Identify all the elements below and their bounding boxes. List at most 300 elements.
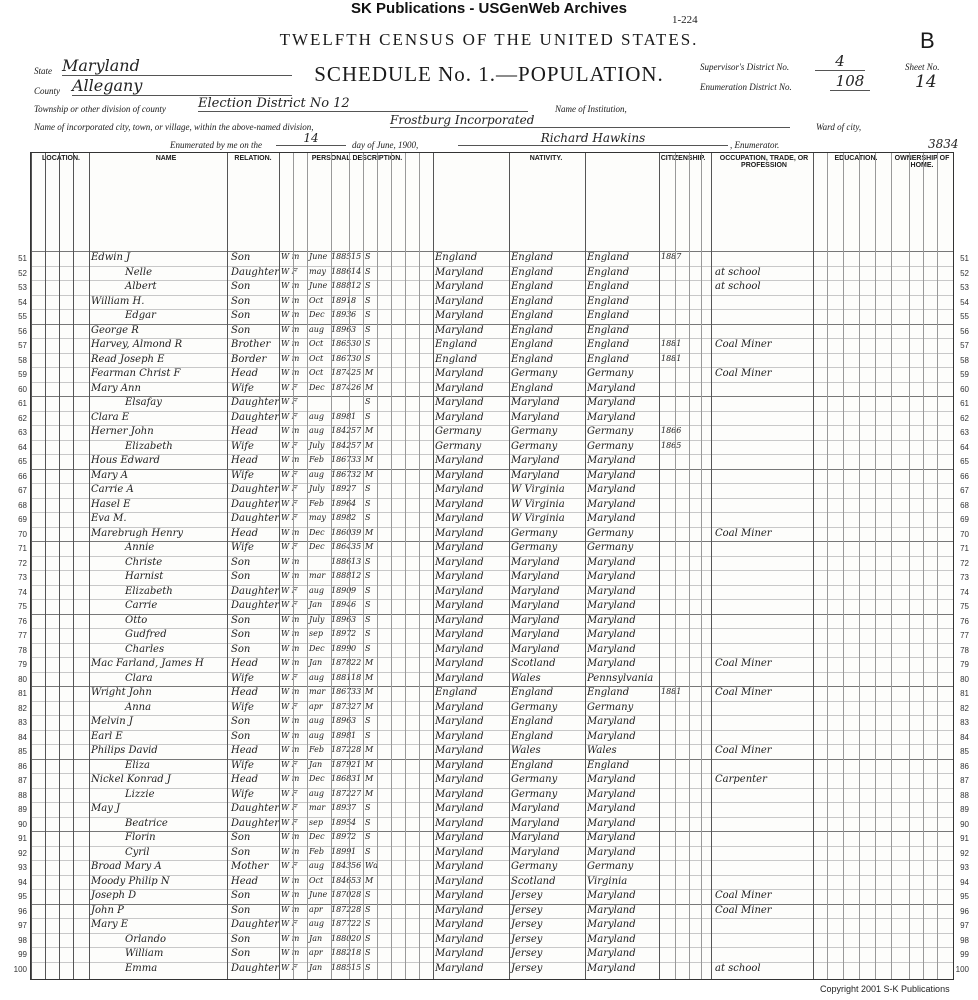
father-birthplace-cell: Germany (511, 368, 558, 379)
birth-month-cell: aug (309, 861, 325, 870)
line-number-right: 80 (960, 674, 969, 684)
county-label: County (34, 86, 60, 96)
sex-race-cell: W m (281, 426, 300, 435)
birthplace-cell: Maryland (435, 861, 484, 872)
line-number-right: 96 (960, 906, 969, 916)
relation-cell: Wife (231, 672, 254, 684)
father-birthplace-cell: England (511, 339, 554, 350)
mother-birthplace-cell: Maryland (587, 484, 636, 495)
line-number-left: 51 (18, 254, 27, 263)
father-birthplace-cell: England (511, 266, 554, 278)
enum-day: 14 (276, 131, 346, 146)
age-cell: 3 (351, 324, 357, 334)
name-cell: Harnist (125, 571, 164, 582)
age-cell: 2 (351, 513, 357, 522)
marital-cell: S (365, 295, 371, 305)
column-rule (419, 153, 420, 979)
sex-race-cell: W m (281, 353, 300, 363)
table-row (18, 440, 969, 455)
line-number-right: 81 (960, 689, 969, 698)
marital-cell: M (365, 875, 374, 885)
line-number-left: 71 (18, 544, 27, 553)
header-citizenship: CITIZENSHIP. (660, 155, 706, 162)
table-row (18, 744, 969, 759)
mother-birthplace-cell: England (587, 353, 630, 365)
relation-cell: Daughter (231, 513, 279, 524)
birth-month-cell: Jan (309, 933, 323, 943)
sex-race-cell: W F (281, 542, 298, 551)
enum-mid: day of June, 1900, (352, 140, 419, 150)
name-cell: Clara E (91, 411, 130, 423)
name-cell: Carrie A (91, 484, 134, 495)
name-cell: Carrie (125, 600, 158, 611)
township-value: Election District No 12 (198, 96, 528, 112)
birth-month-cell: Feb (309, 455, 324, 464)
birth-month-cell: Jan (309, 600, 323, 609)
marital-cell: S (365, 948, 371, 957)
line-number-left: 55 (18, 312, 27, 321)
birth-year-cell: 1860 (331, 527, 352, 537)
birthplace-cell: Maryland (435, 600, 484, 611)
relation-cell: Son (231, 252, 251, 263)
occupation-cell: Coal Miner (715, 527, 772, 539)
birthplace-cell: Maryland (435, 701, 484, 713)
name-cell: Otto (125, 614, 148, 626)
birthplace-cell: Maryland (435, 933, 484, 945)
age-cell: 33 (351, 687, 362, 696)
birth-year-cell: 1897 (331, 832, 352, 841)
name-cell: Mac Farland, James H (91, 658, 204, 669)
immigration-year-cell: 1881 (661, 353, 682, 363)
birth-year-cell: 1878 (331, 658, 352, 667)
line-number-right: 89 (960, 805, 969, 814)
name-cell: May J (91, 803, 121, 814)
birth-year-cell: 1877 (331, 919, 352, 928)
relation-cell: Daughter (231, 803, 279, 814)
relation-cell: Son (231, 281, 251, 292)
table-row (18, 802, 969, 817)
name-cell: Cyril (125, 846, 150, 858)
father-birthplace-cell: Scotland (511, 875, 556, 887)
age-cell: 1 (351, 411, 357, 421)
age-cell: 57 (351, 426, 362, 435)
name-cell: Christe (125, 556, 163, 568)
birthplace-cell: Maryland (435, 527, 484, 539)
sex-race-cell: W m (281, 455, 300, 464)
line-number-right: 52 (960, 268, 969, 278)
marital-cell: S (365, 919, 371, 928)
birth-year-cell: 1891 (331, 295, 352, 305)
name-cell: Herner John (91, 426, 154, 437)
father-birthplace-cell: W Virginia (511, 484, 565, 495)
sex-race-cell: W m (281, 745, 300, 754)
father-birthplace-cell: England (511, 295, 554, 307)
line-number-right: 90 (960, 819, 969, 829)
birthplace-cell: Maryland (435, 875, 484, 887)
name-cell: Elizabeth (125, 585, 173, 597)
birth-month-cell: apr (309, 904, 323, 914)
state-label: State (34, 66, 52, 76)
father-birthplace-cell: Maryland (511, 571, 560, 582)
birth-month-cell: apr (309, 948, 323, 957)
copyright-footer: Copyright 2001 S-K Publications (820, 984, 950, 994)
name-cell: Hous Edward (91, 455, 160, 466)
table-row (18, 309, 969, 324)
sex-race-cell: W F (281, 498, 298, 508)
line-number-left: 87 (18, 776, 27, 785)
table-row (18, 918, 969, 933)
marital-cell: S (365, 817, 371, 827)
marital-cell: S (365, 339, 371, 348)
place-label: Name of incorporated city, town, or village, within the above-named division, (34, 122, 314, 132)
occupation-cell: Coal Miner (715, 339, 772, 350)
age-cell: 18 (351, 948, 362, 957)
father-birthplace-cell: W Virginia (511, 498, 565, 510)
father-birthplace-cell: W Virginia (511, 513, 565, 524)
marital-cell: M (365, 440, 374, 450)
birthplace-cell: England (435, 252, 478, 263)
sex-race-cell: W m (281, 643, 300, 653)
line-number-right: 73 (960, 573, 969, 582)
father-birthplace-cell: England (511, 353, 554, 365)
line-number-left: 66 (18, 471, 27, 481)
table-row (18, 411, 969, 426)
birth-month-cell: aug (309, 716, 325, 725)
sex-race-cell: W m (281, 324, 300, 334)
birth-year-cell: 1868 (331, 774, 352, 783)
table-row (18, 483, 969, 498)
father-birthplace-cell: England (511, 730, 554, 742)
father-birthplace-cell: Jersey (511, 919, 543, 930)
name-cell: Fearman Christ F (91, 368, 181, 379)
birthplace-cell: Maryland (435, 817, 484, 829)
relation-cell: Daughter (231, 919, 279, 930)
age-cell: 12 (351, 571, 362, 580)
marital-cell: S (365, 252, 371, 261)
line-number-left: 70 (18, 529, 27, 539)
birth-month-cell: Dec (309, 643, 325, 653)
father-birthplace-cell: Maryland (511, 455, 560, 466)
name-cell: Gudfred (125, 629, 167, 640)
birthplace-cell: Maryland (435, 585, 484, 597)
name-cell: Charles (125, 643, 165, 655)
birthplace-cell: Maryland (435, 962, 484, 974)
birth-month-cell: mar (309, 803, 326, 812)
birth-month-cell: June (309, 890, 328, 899)
birth-month-cell: aug (309, 730, 325, 740)
sheet-value: 14 (915, 72, 937, 92)
mother-birthplace-cell: Maryland (587, 411, 636, 423)
line-number-left: 63 (18, 428, 27, 437)
age-cell: 6 (351, 310, 357, 319)
table-row (18, 541, 969, 556)
birthplace-cell: Maryland (435, 556, 484, 568)
age-cell: 22 (351, 919, 362, 928)
birth-year-cell: 1879 (331, 759, 352, 769)
age-cell: 0 (351, 643, 357, 653)
mother-birthplace-cell: Maryland (587, 513, 636, 524)
sex-race-cell: W F (281, 382, 298, 392)
line-number-right: 71 (960, 544, 969, 553)
birthplace-cell: Maryland (435, 919, 484, 930)
mother-birthplace-cell: Maryland (587, 585, 636, 597)
line-number-right: 77 (960, 631, 969, 640)
birth-year-cell: 1880 (331, 933, 352, 943)
name-cell: Annie (125, 542, 155, 553)
line-number-right: 93 (960, 863, 969, 872)
father-birthplace-cell: Jersey (511, 904, 543, 916)
birth-month-cell: Feb (309, 745, 324, 754)
birth-year-cell: 1898 (331, 513, 352, 522)
birthplace-cell: Maryland (435, 832, 484, 843)
name-cell: Eva M. (91, 513, 127, 524)
birth-year-cell: 1898 (331, 730, 352, 740)
birth-year-cell: 1893 (331, 310, 352, 319)
birthplace-cell: Maryland (435, 397, 484, 408)
birthplace-cell: Maryland (435, 730, 484, 742)
birthplace-cell: Maryland (435, 890, 484, 901)
line-number-left: 72 (18, 558, 27, 568)
column-rule (331, 153, 332, 979)
birth-month-cell: Feb (309, 498, 324, 508)
table-row (18, 585, 969, 600)
sex-race-cell: W m (281, 310, 300, 319)
birth-year-cell: 1897 (331, 629, 352, 638)
birth-year-cell: 1885 (331, 962, 352, 972)
birth-year-cell: 1867 (331, 687, 352, 696)
name-cell: Hasel E (91, 498, 131, 510)
line-number-left: 93 (18, 863, 27, 872)
father-birthplace-cell: England (511, 716, 554, 727)
mother-birthplace-cell: Maryland (587, 890, 636, 901)
birth-month-cell: aug (309, 672, 325, 682)
mother-birthplace-cell: Pennsylvania (587, 672, 654, 684)
birthplace-cell: Maryland (435, 281, 484, 292)
sex-race-cell: W F (281, 266, 298, 276)
table-row (18, 367, 969, 382)
sex-race-cell: W m (281, 890, 300, 899)
name-cell: Elizabeth (125, 440, 173, 452)
enumerator-name: Richard Hawkins (458, 131, 728, 146)
table-row (18, 831, 969, 846)
name-cell: Edgar (125, 310, 156, 321)
sex-race-cell: W m (281, 571, 300, 580)
column-rule (307, 153, 308, 979)
birthplace-cell: England (435, 353, 478, 365)
name-cell: Broad Mary A (91, 861, 162, 872)
name-cell: Elsafay (125, 397, 162, 408)
marital-cell: S (365, 803, 371, 812)
marital-cell: M (365, 527, 374, 537)
mother-birthplace-cell: Germany (587, 701, 634, 713)
line-number-right: 67 (960, 486, 969, 495)
table-row (18, 773, 969, 788)
table-row (18, 353, 969, 368)
age-cell: 28 (351, 904, 362, 914)
mother-birthplace-cell: Germany (587, 542, 634, 553)
birth-month-cell: Oct (309, 368, 324, 377)
marital-cell: M (365, 382, 374, 392)
name-cell: Beatrice (125, 817, 168, 829)
age-cell: 26 (351, 382, 362, 392)
age-cell: 27 (351, 788, 362, 798)
birth-year-cell: 1895 (331, 817, 352, 827)
table-row (18, 382, 969, 397)
birth-month-cell: sep (309, 817, 323, 827)
relation-cell: Son (231, 614, 251, 626)
enum-label: Enumerated by me on the (170, 140, 262, 150)
line-number-right: 87 (960, 776, 969, 785)
relation-cell: Head (231, 687, 259, 698)
place-value: Frostburg Incorporated (390, 113, 790, 128)
sex-race-cell: W m (281, 295, 300, 305)
immigration-year-cell: 1865 (661, 440, 682, 450)
mother-birthplace-cell: Maryland (587, 571, 636, 582)
table-row (18, 933, 969, 948)
mother-birthplace-cell: Maryland (587, 643, 636, 655)
birthplace-cell: Maryland (435, 614, 484, 626)
birth-month-cell: aug (309, 426, 325, 435)
sex-race-cell: W m (281, 948, 300, 957)
column-rule (701, 153, 702, 979)
father-birthplace-cell: England (511, 324, 554, 336)
birth-month-cell: may (309, 513, 326, 522)
birth-year-cell: 1872 (331, 904, 352, 914)
marital-cell: S (365, 556, 371, 566)
column-rule (891, 153, 892, 979)
marital-cell: S (365, 730, 371, 740)
sex-race-cell: W F (281, 861, 298, 870)
relation-cell: Head (231, 875, 259, 887)
relation-cell: Son (231, 948, 251, 959)
line-number-left: 92 (18, 848, 27, 858)
age-cell: 30 (351, 353, 362, 363)
occupation-cell: at school (715, 266, 761, 278)
marital-cell: M (365, 687, 374, 696)
marital-cell: S (365, 614, 371, 624)
line-number-right: 66 (960, 471, 969, 481)
mother-birthplace-cell: England (587, 324, 630, 336)
occupation-cell: Coal Miner (715, 368, 772, 379)
column-rule (923, 153, 924, 979)
line-number-left: 94 (18, 877, 27, 887)
line-number-left: 98 (18, 935, 27, 945)
birthplace-cell: Maryland (435, 266, 484, 278)
sex-race-cell: W F (281, 962, 298, 972)
sex-race-cell: W m (281, 252, 300, 261)
age-cell: 35 (351, 542, 362, 551)
father-birthplace-cell: England (511, 310, 554, 321)
line-number-right: 85 (960, 747, 969, 756)
age-cell: 39 (351, 527, 362, 537)
line-number-left: 61 (18, 399, 27, 408)
line-number-left: 69 (18, 515, 27, 524)
birth-year-cell: 1888 (331, 571, 352, 580)
marital-cell: S (365, 716, 371, 725)
mother-birthplace-cell: Maryland (587, 832, 636, 843)
father-birthplace-cell: Wales (511, 745, 541, 756)
sex-race-cell: W m (281, 339, 300, 348)
marital-cell: S (365, 962, 371, 972)
marital-cell: M (365, 658, 374, 667)
line-number-left: 56 (18, 326, 27, 336)
age-cell: 30 (351, 339, 362, 348)
sex-race-cell: W m (281, 832, 300, 841)
sex-race-cell: W m (281, 281, 300, 290)
birth-month-cell: Dec (309, 774, 325, 783)
occupation-cell: Coal Miner (715, 658, 772, 669)
line-number-right: 94 (960, 877, 969, 887)
birth-year-cell: 1899 (331, 643, 352, 653)
father-birthplace-cell: Maryland (511, 397, 560, 408)
header-location: LOCATION. (42, 155, 80, 162)
line-number-left: 65 (18, 457, 27, 466)
birth-year-cell: 1888 (331, 281, 352, 290)
birth-year-cell: 1870 (331, 890, 352, 899)
sex-race-cell: W F (281, 484, 298, 493)
relation-cell: Son (231, 904, 251, 916)
sex-race-cell: W m (281, 875, 300, 885)
line-number-right: 65 (960, 457, 969, 466)
relation-cell: Son (231, 629, 251, 640)
name-cell: Anna (125, 701, 152, 713)
marital-cell: S (365, 498, 371, 508)
line-number-right: 56 (960, 326, 969, 336)
name-cell: Eliza (125, 759, 150, 771)
name-cell: Clara (125, 672, 153, 684)
relation-cell: Daughter (231, 484, 279, 495)
marital-cell: M (365, 469, 374, 479)
sex-race-cell: W F (281, 788, 298, 798)
father-birthplace-cell: Wales (511, 672, 541, 684)
relation-cell: Son (231, 571, 251, 582)
sex-race-cell: W F (281, 817, 298, 827)
age-cell: 3 (351, 614, 357, 624)
table-row (18, 730, 969, 745)
father-birthplace-cell: Germany (511, 542, 558, 553)
birth-year-cell: 1882 (331, 948, 352, 957)
father-birthplace-cell: Jersey (511, 948, 543, 959)
line-number-left: 89 (18, 805, 27, 814)
enumerator-label: , Enumerator. (730, 140, 780, 150)
age-cell: 4 (351, 498, 357, 508)
age-cell: 53 (351, 875, 362, 885)
birth-month-cell: Dec (309, 310, 325, 319)
birthplace-cell: Maryland (435, 948, 484, 959)
sex-race-cell: W m (281, 614, 300, 624)
birth-year-cell: 1867 (331, 455, 352, 464)
mother-birthplace-cell: Maryland (587, 817, 636, 829)
father-birthplace-cell: Jersey (511, 933, 543, 945)
marital-cell: Wd (365, 861, 379, 870)
line-number-right: 91 (960, 834, 969, 843)
supervisor-value: 4 (815, 52, 865, 71)
birth-month-cell: Jan (309, 759, 323, 769)
header-nativity: NATIVITY. (529, 155, 563, 162)
mother-birthplace-cell: Virginia (587, 875, 628, 887)
relation-cell: Son (231, 716, 251, 727)
name-cell: Nelle (125, 266, 152, 278)
line-number-left: 91 (18, 834, 27, 843)
age-cell: 57 (351, 440, 362, 450)
birth-month-cell: July (309, 484, 325, 493)
sex-race-cell: W m (281, 687, 300, 696)
line-number-left: 80 (18, 674, 27, 684)
age-cell: 25 (351, 368, 362, 377)
table-row (18, 715, 969, 730)
relation-cell: Head (231, 426, 259, 437)
table-row (18, 454, 969, 469)
